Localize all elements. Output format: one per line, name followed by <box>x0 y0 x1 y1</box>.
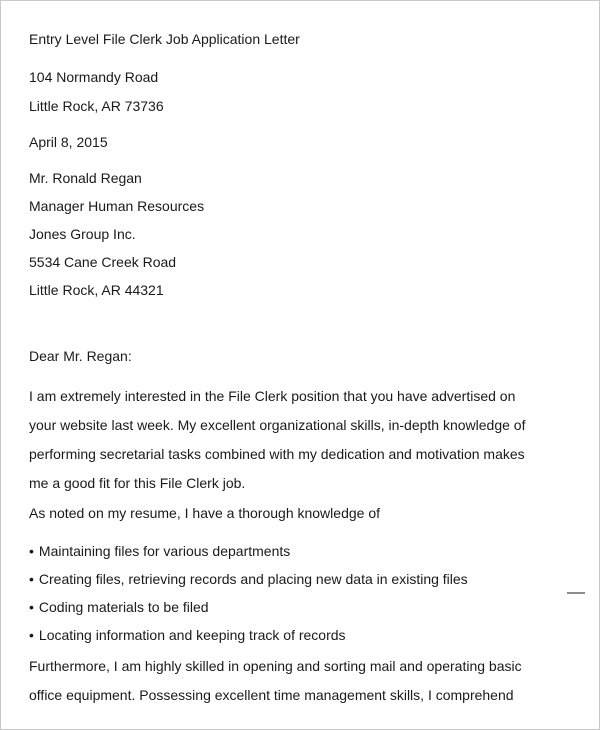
salutation: Dear Mr. Regan: <box>29 348 132 364</box>
recipient-address-block <box>29 164 572 304</box>
recipient-name: Mr. Ronald Regan <box>29 170 142 186</box>
bullet-icon: • <box>29 571 34 587</box>
recipient-title: Manager Human Resources <box>29 198 205 214</box>
paragraph-line: I am extremely interested in the File Clerk position that you have advertised on <box>29 388 516 404</box>
bullet-icon: • <box>29 627 34 643</box>
letter-title: Entry Level File Clerk Job Application Letter <box>29 31 300 47</box>
skills-bullet-list <box>29 537 572 649</box>
sender-address-line: Little Rock, AR 73736 <box>29 98 164 114</box>
bullet-item-label: Coding materials to be filed <box>38 599 209 615</box>
recipient-street: 5534 Cane Creek Road <box>29 254 177 270</box>
paragraph-line: performing secretarial tasks combined with my dedication and motivation makes <box>29 446 525 462</box>
sender-address-block <box>29 63 572 121</box>
bullet-item <box>29 537 572 565</box>
bullet-icon: • <box>29 599 34 615</box>
bullet-item <box>29 565 572 593</box>
bullet-item-label: Creating files, retrieving records and placing new data in existing files <box>38 571 468 587</box>
bullet-item <box>29 593 572 621</box>
bullet-item-label: Locating information and keeping track of records <box>38 627 346 643</box>
sender-address-line: 104 Normandy Road <box>29 69 159 85</box>
bullet-item-label: Maintaining files for various departments <box>38 543 291 559</box>
paragraph-line: me a good fit for this File Clerk job. <box>29 475 246 491</box>
bullet-item <box>29 621 572 649</box>
body-paragraph-3 <box>29 652 572 710</box>
recipient-company: Jones Group Inc. <box>29 226 136 242</box>
recipient-city: Little Rock, AR 44321 <box>29 282 164 298</box>
body-paragraph-1 <box>29 382 572 498</box>
bullet-icon: • <box>29 543 34 559</box>
letter-date: April 8, 2015 <box>29 134 108 150</box>
horizontal-dash-mark <box>567 592 585 594</box>
paragraph-line: your website last week. My excellent organizational skills, in-depth knowledge of <box>29 417 526 433</box>
paragraph-line: office equipment. Possessing excellent time management skills, I comprehend <box>29 687 514 703</box>
body-paragraph-2: As noted on my resume, I have a thorough knowledge of <box>29 505 380 521</box>
paragraph-line: Furthermore, I am highly skilled in opening and sorting mail and operating basic <box>29 658 522 674</box>
